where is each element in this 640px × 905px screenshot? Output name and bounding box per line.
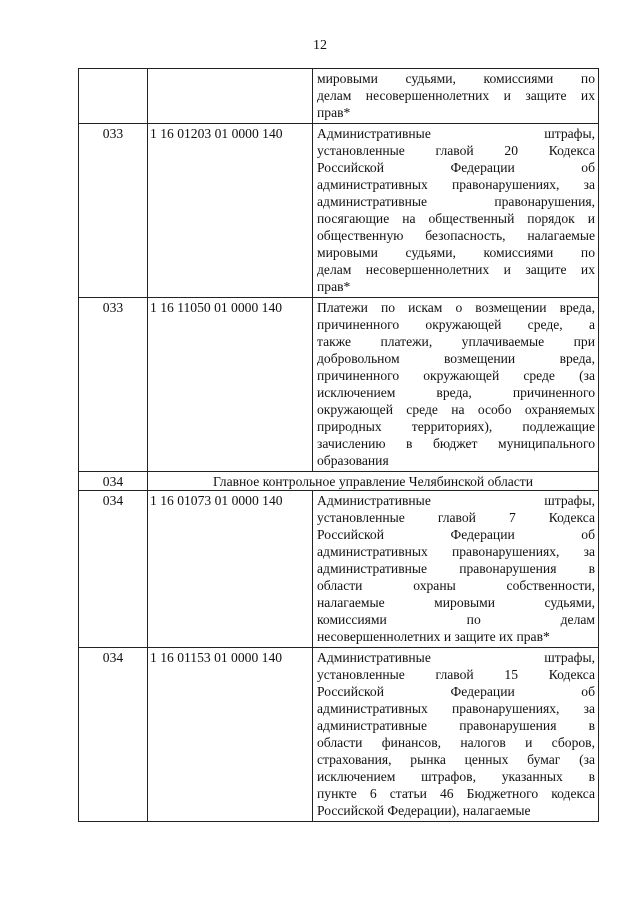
budget-code-cell: 1 16 01073 01 0000 140 (148, 491, 313, 648)
revenue-name-cell (313, 124, 599, 298)
revenue-name-line: Российской Федерации об (317, 684, 595, 699)
revenue-name-line: окружающей среде на особо охраняемых (317, 402, 595, 417)
revenue-name-line: Российской Федерации об (317, 527, 595, 542)
revenue-name-line: исключением вреда, причиненного (317, 385, 595, 400)
revenue-name-line: также платежи, уплачиваемые при (317, 334, 595, 349)
revenue-name-line: Административные штрафы, (317, 650, 595, 665)
revenue-name-line: налагаемые мировыми судьями, (317, 595, 595, 610)
revenue-name-cell (313, 648, 599, 822)
admin-code-cell: 033 (79, 298, 148, 472)
revenue-name-line: пункте 6 статьи 46 Бюджетного кодекса (317, 786, 595, 801)
revenue-name-line: делам несовершеннолетних и защите их (317, 88, 595, 103)
revenue-name-line: административные правонарушения в (317, 718, 595, 733)
revenue-name-line: Российской Федерации об (317, 160, 595, 175)
revenue-name-line: административные правонарушения в (317, 561, 595, 576)
table-row (79, 648, 599, 822)
revenue-name-line: страхования, рынка ценных бумаг (за (317, 752, 595, 767)
budget-code-cell (148, 69, 313, 124)
admin-code-cell: 034 (79, 472, 148, 491)
budget-code-cell: 1 16 01203 01 0000 140 (148, 124, 313, 298)
revenue-name-line: делам несовершеннолетних и защите их (317, 262, 595, 277)
administrator-title-cell: Главное контрольное управление Челябинской области (148, 472, 599, 491)
revenue-name-line: установленные главой 7 Кодекса (317, 510, 595, 525)
budget-code-cell: 1 16 01153 01 0000 140 (148, 648, 313, 822)
revenue-name-line: общественную безопасность, налагаемые (317, 228, 595, 243)
revenue-name-line: причиненного окружающей среде (за (317, 368, 595, 383)
table-row (79, 491, 599, 648)
revenue-name-line: исключением штрафов, указанных в (317, 769, 595, 784)
revenue-name-line: причиненного окружающей среде, а (317, 317, 595, 332)
revenue-name-line: Платежи по искам о возмещении вреда, (317, 300, 595, 315)
revenue-codes-table (78, 68, 599, 822)
table-row (79, 124, 599, 298)
revenue-name-line: области охраны собственности, (317, 578, 595, 593)
revenue-name-line: добровольном возмещении вреда, (317, 351, 595, 366)
budget-code-cell: 1 16 11050 01 0000 140 (148, 298, 313, 472)
page-number: 12 (313, 38, 327, 53)
revenue-name-line: административных правонарушениях, за (317, 544, 595, 559)
revenue-name-cell (313, 298, 599, 472)
revenue-name-line: области финансов, налогов и сборов, (317, 735, 595, 750)
revenue-name-cell (313, 69, 599, 124)
revenue-name-line: комиссиями по делам (317, 612, 595, 627)
revenue-name-line: зачислению в бюджет муниципального (317, 436, 595, 451)
revenue-name-line: установленные главой 15 Кодекса (317, 667, 595, 682)
revenue-name-line: несовершеннолетних и защите их прав* (317, 629, 550, 644)
table-section-header-row (79, 472, 599, 491)
revenue-name-line: посягающие на общественный порядок и (317, 211, 595, 226)
revenue-name-line: установленные главой 20 Кодекса (317, 143, 595, 158)
revenue-name-line: Административные штрафы, (317, 126, 595, 141)
revenue-name-line: мировыми судьями, комиссиями по (317, 71, 595, 86)
revenue-name-line: природных территориях), подлежащие (317, 419, 595, 434)
admin-code-cell (79, 69, 148, 124)
revenue-name-cell (313, 491, 599, 648)
table-body (79, 69, 599, 822)
revenue-name-line: мировыми судьями, комиссиями по (317, 245, 595, 260)
revenue-name-line: административных правонарушениях, за (317, 701, 595, 716)
revenue-name-line: Российской Федерации), налагаемые (317, 803, 531, 818)
revenue-name-line: Административные штрафы, (317, 493, 595, 508)
admin-code-cell: 034 (79, 648, 148, 822)
table-row (79, 298, 599, 472)
revenue-name-line: административных правонарушениях, за (317, 177, 595, 192)
admin-code-cell: 034 (79, 491, 148, 648)
revenue-name-line: административные правонарушения, (317, 194, 595, 209)
revenue-name-line: прав* (317, 279, 351, 294)
table-row (79, 69, 599, 124)
revenue-name-line: образования (317, 453, 389, 468)
revenue-name-line: прав* (317, 105, 351, 120)
admin-code-cell: 033 (79, 124, 148, 298)
